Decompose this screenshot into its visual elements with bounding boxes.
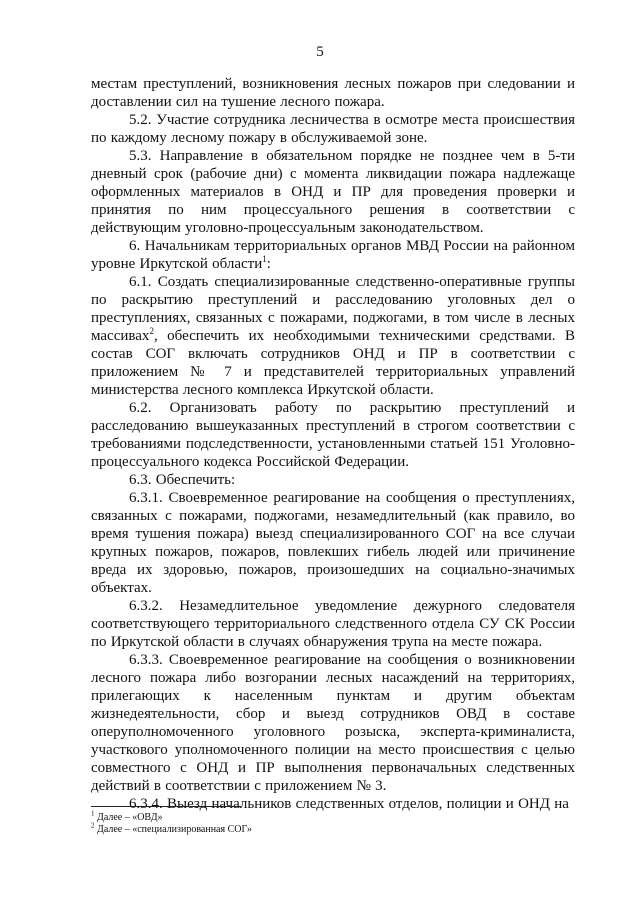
- paragraph-6: 6. Начальникам территориальных органов МВД России на районном уровне Иркутской области$^1$:: [91, 238, 575, 272]
- paragraph-6-3-3: 6.3.3. Своевременное реагирование на сообщения о возникновении лесного пожара либо возгорании лесных насаждений на территориях, прилегающих к населенным пунктам и другим объектам жизнедеятельности, сбор и выезд сотрудников ОВД в составе оперуполномоченного уголовного розыска, эксперта-криминалиста, участкового уполномоченного полиции на место происшествия с целью совместного с ОНД и ПР выполнения первоначальных следственных действий в соответствии с приложением № 3.: [91, 652, 575, 794]
- paragraph-6-3-2: 6.3.2. Незамедлительное уведомление дежурного следователя соответствующего территориального следственного отдела СУ СК России по Иркутской области в случаях обнаружения трупа на месте пожара.: [91, 598, 575, 650]
- footnote-divider: [91, 806, 241, 807]
- document-body: [91, 75, 575, 813]
- paragraph-continuation: местам преступлений, возникновения лесных пожаров при следовании и доставлении сил на тушение лесного пожара.: [91, 76, 575, 110]
- paragraph-5-3: 5.3. Направление в обязательном порядке не позднее чем в 5-ти дневный срок (рабочие дни) с момента ликвидации пожара надлежаще оформленных материалов в ОНД и ПР для проведения проверки и принятия по ним процессуального решения в соответствии с действующим уголовно-процессуальным законодательством.: [91, 148, 575, 236]
- paragraph-6-3: 6.3. Обеспечить:: [129, 472, 236, 488]
- footnote-2: $^2$ Далее – «специализированная СОГ»: [91, 821, 253, 835]
- footnote-1: $^1$ Далее – «ОВД»: [91, 809, 163, 823]
- paragraph-5-2: 5.2. Участие сотрудника лесничества в осмотре места происшествия по каждому лесному пожару в обслуживаемой зоне.: [91, 112, 575, 146]
- footnotes: [91, 809, 491, 836]
- paragraph-6-3-4: 6.3.4. Выезд начальников следственных отделов, полиции и ОНД на: [129, 796, 569, 812]
- paragraph-6-2: 6.2. Организовать работу по раскрытию преступлений и расследованию вышеуказанных преступлений в строгом соответствии с требованиями подследственности, установленными статьей 151 Уголовно-процессуального кодекса Российской Федерации.: [91, 400, 575, 470]
- footnote-ref-2: 2: [149, 326, 154, 336]
- paragraph-6-1: 6.1. Создать специализированные следственно-оперативные группы по раскрытию преступлений и расследованию уголовных дел о преступлениях, связанных с пожарами, поджогами, в том числе в лесных массивах$^2$, обеспечить их необходимыми техническими средствами. В состав СОГ включать сотрудников ОНД и ПР в соответствии с приложением № 7 и представителей территориальных управлений министерства лесного комплекса Иркутской области.: [91, 274, 575, 398]
- page-number: 5: [316, 44, 324, 60]
- paragraph-6-3-1: 6.3.1. Своевременное реагирование на сообщения о преступлениях, связанных с пожарами, поджогами, незамедлительный (как правило, во время тушения пожара) выезд специализированного СОГ на все случаи крупных пожаров, пожаров, повлекших гибель людей или причинение вреда их здоровью, пожаров, произошедших на социально-значимых объектах.: [91, 490, 575, 596]
- footnote-ref-1: 1: [262, 254, 267, 264]
